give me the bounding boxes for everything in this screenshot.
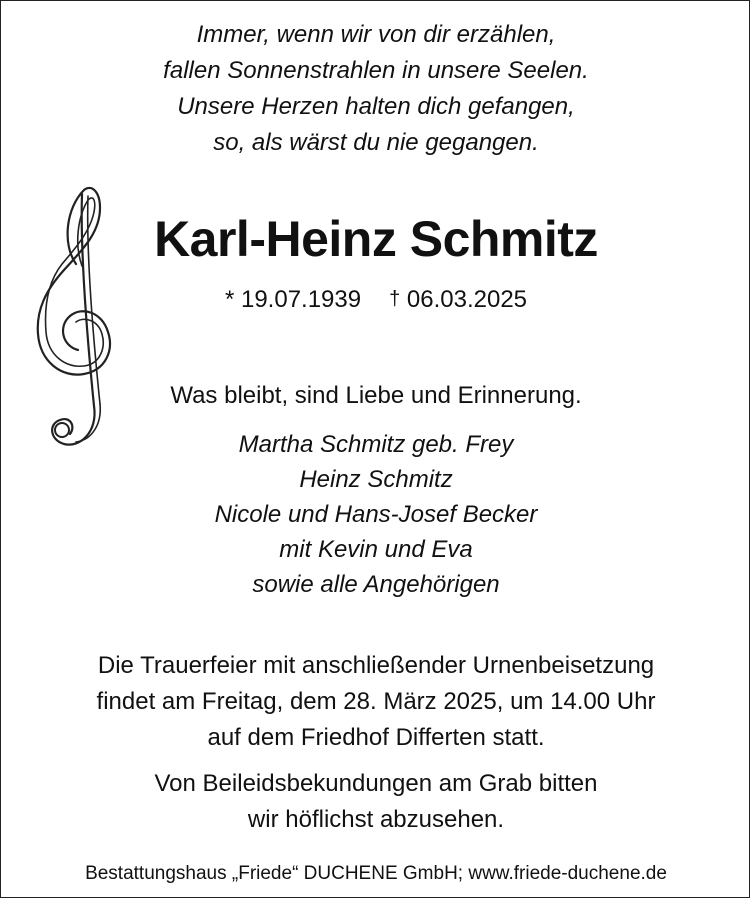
poem-line: so, als wärst du nie gegangen. [213, 129, 539, 156]
service-info-line: findet am Freitag, dem 28. März 2025, um 14.00 Uhr [96, 688, 656, 715]
mourner-line: mit Kevin und Eva [279, 536, 473, 563]
poem-line: fallen Sonnenstrahlen in unsere Seelen. [163, 57, 589, 84]
mourner-line: Nicole und Hans-Josef Becker [214, 501, 538, 528]
birth-symbol: * [224, 286, 235, 313]
poem-line: Immer, wenn wir von dir erzählen, [196, 21, 556, 48]
deceased-name: Karl-Heinz Schmitz [154, 211, 598, 267]
mourners-list [0, 427, 752, 602]
condolence-request [0, 766, 752, 838]
mourner-line: Martha Schmitz geb. Frey [238, 431, 514, 458]
service-info [0, 648, 752, 756]
death-date: 06.03.2025 [406, 286, 528, 313]
birth-date: 19.07.1939 [240, 286, 362, 313]
dagger-icon: † [389, 288, 401, 310]
poem [0, 17, 752, 161]
poem-line: Unsere Herzen halten dich gefangen, [177, 93, 575, 120]
mourner-line: sowie alle Angehörigen [252, 571, 500, 598]
life-dates [0, 283, 752, 316]
service-info-line: Die Trauerfeier mit anschließender Urnenbeisetzung [97, 652, 655, 679]
service-info-line: auf dem Friedhof Differten statt. [207, 724, 545, 751]
motto: Was bleibt, sind Liebe und Erinnerung. [170, 382, 582, 409]
mourner-line: Heinz Schmitz [299, 466, 453, 493]
request-line: wir höflichst abzusehen. [247, 806, 505, 833]
funeral-home-footer: Bestattungshaus „Friede“ DUCHENE GmbH; www.friede-duchene.de [85, 863, 667, 884]
request-line: Von Beileidsbekundungen am Grab bitten [154, 770, 598, 797]
